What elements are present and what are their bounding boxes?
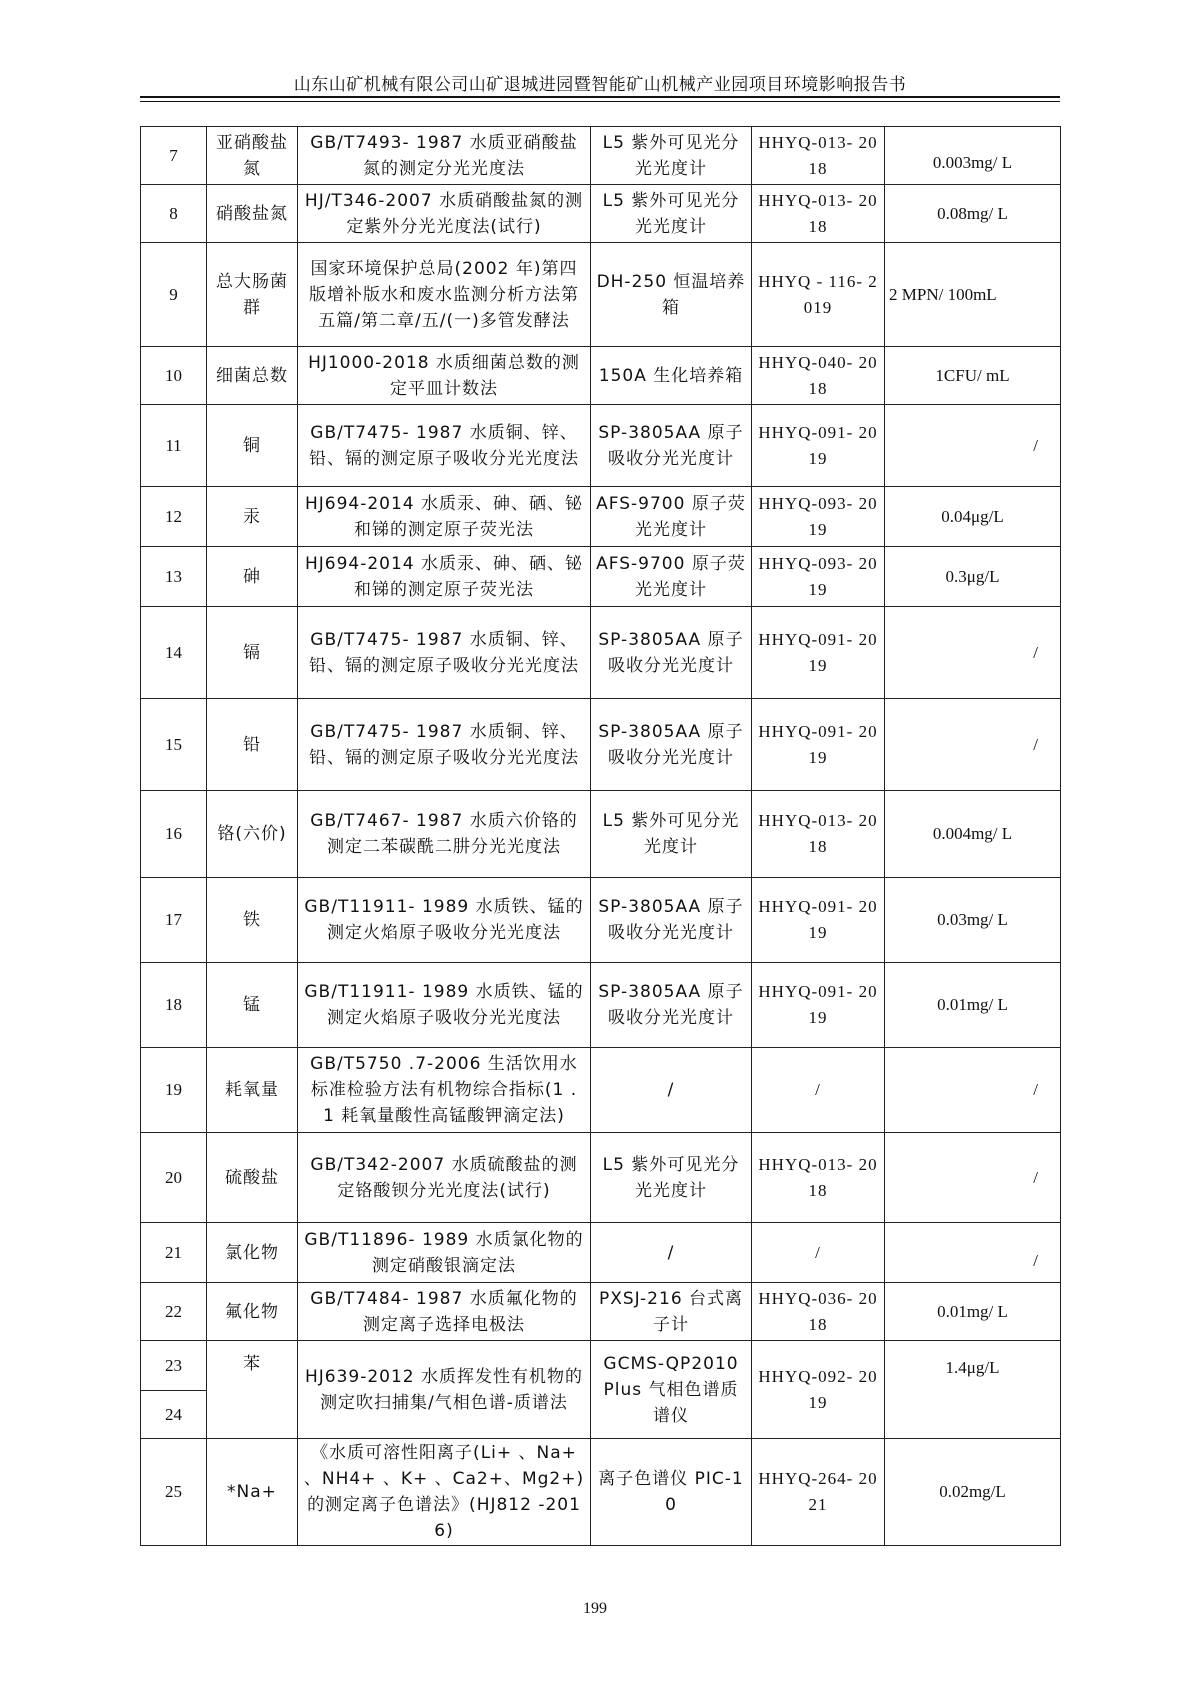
table-row (141, 347, 1061, 405)
item-name: 耗氧量 (207, 1048, 298, 1133)
page-number: 199 (583, 1600, 607, 1617)
item-name: 硝酸盐氮 (207, 185, 298, 243)
instrument-code: HHYQ - 116- 2019 (752, 243, 885, 347)
row-number: 7 (141, 127, 207, 185)
instrument-name: SP-3805AA 原子吸收分光光度计 (591, 878, 752, 963)
row-number: 15 (141, 699, 207, 791)
instrument-name: L5 紫外可见光分光光度计 (591, 1133, 752, 1223)
detection-limit: 0.03mg/ L (885, 878, 1061, 963)
item-name: *Na+ (207, 1439, 298, 1546)
row-number: 10 (141, 347, 207, 405)
instrument-name: AFS-9700 原子荧光光度计 (591, 547, 752, 607)
detection-limit: 1.4μg/L (885, 1341, 1061, 1439)
instrument-code: HHYQ-013- 2018 (752, 127, 885, 185)
row-number: 12 (141, 487, 207, 547)
method-text: GB/T11911- 1989 水质铁、锰的测定火焰原子吸收分光光度法 (298, 963, 591, 1048)
method-text: GB/T7484- 1987 水质氟化物的测定离子选择电极法 (298, 1283, 591, 1341)
row-number: 22 (141, 1283, 207, 1341)
instrument-code: HHYQ-091- 2019 (752, 405, 885, 487)
detection-limit: / (885, 1133, 1061, 1223)
row-number: 19 (141, 1048, 207, 1133)
item-name: 锰 (207, 963, 298, 1048)
row-number: 20 (141, 1133, 207, 1223)
method-text: HJ694-2014 水质汞、砷、硒、铋和锑的测定原子荧光法 (298, 487, 591, 547)
detection-limit: / (885, 607, 1061, 699)
method-text: GB/T7467- 1987 水质六价铬的测定二苯碳酰二肼分光光度法 (298, 791, 591, 878)
row-number: 14 (141, 607, 207, 699)
table-row (141, 699, 1061, 791)
instrument-code: / (752, 1223, 885, 1283)
detection-limit: 0.04μg/L (885, 487, 1061, 547)
detection-limit: 2 MPN/ 100mL (885, 243, 1061, 347)
detection-limit: 0.01mg/ L (885, 963, 1061, 1048)
row-number: 24 (141, 1391, 207, 1439)
instrument-name: SP-3805AA 原子吸收分光光度计 (591, 405, 752, 487)
instrument-code: HHYQ-013- 2018 (752, 1133, 885, 1223)
table-row (141, 1048, 1061, 1133)
detection-limit: 1CFU/ mL (885, 347, 1061, 405)
item-name: 铁 (207, 878, 298, 963)
table-row (141, 1133, 1061, 1223)
instrument-code: HHYQ-092- 2019 (752, 1341, 885, 1439)
detection-limit: 0.02mg/L (885, 1439, 1061, 1546)
detection-limit: / (885, 699, 1061, 791)
instrument-code: HHYQ-013- 2018 (752, 185, 885, 243)
detection-limit: / (885, 1048, 1061, 1133)
table-row (141, 1439, 1061, 1546)
table-row (141, 127, 1061, 185)
item-name: 亚硝酸盐氮 (207, 127, 298, 185)
table-row (141, 405, 1061, 487)
instrument-name: 150A 生化培养箱 (591, 347, 752, 405)
item-name: 砷 (207, 547, 298, 607)
method-text: GB/T11911- 1989 水质铁、锰的测定火焰原子吸收分光光度法 (298, 878, 591, 963)
instrument-code: HHYQ-091- 2019 (752, 963, 885, 1048)
instrument-name: PXSJ-216 台式离子计 (591, 1283, 752, 1341)
method-text: GB/T342-2007 水质硫酸盐的测定铬酸钡分光光度法(试行) (298, 1133, 591, 1223)
instrument-name: SP-3805AA 原子吸收分光光度计 (591, 607, 752, 699)
detection-limit: / (885, 405, 1061, 487)
method-text: 国家环境保护总局(2002 年)第四版增补版水和废水监测分析方法第五篇/第二章/五/(一)多管发酵法 (298, 243, 591, 347)
detection-limit: 0.3μg/L (885, 547, 1061, 607)
item-name: 总大肠菌群 (207, 243, 298, 347)
method-text: GB/T11896- 1989 水质氯化物的测定硝酸银滴定法 (298, 1223, 591, 1283)
instrument-name: / (591, 1048, 752, 1133)
row-number: 8 (141, 185, 207, 243)
table-row (141, 243, 1061, 347)
table-row (141, 1283, 1061, 1341)
detection-limit: 0.01mg/ L (885, 1283, 1061, 1341)
detection-limit: 0.004mg/ L (885, 791, 1061, 878)
instrument-name: 离子色谱仪 PIC-10 (591, 1439, 752, 1546)
instrument-name: L5 紫外可见光分光光度计 (591, 127, 752, 185)
instrument-code: / (752, 1048, 885, 1133)
method-text: 《水质可溶性阳离子(Li+ 、Na+ 、NH4+ 、K+ 、Ca2+、Mg2+)的测定离子色谱法》(HJ812 -2016) (298, 1439, 591, 1546)
row-number: 11 (141, 405, 207, 487)
table-row (141, 607, 1061, 699)
instrument-name: SP-3805AA 原子吸收分光光度计 (591, 699, 752, 791)
table-row (141, 1223, 1061, 1283)
method-text: HJ694-2014 水质汞、砷、硒、铋和锑的测定原子荧光法 (298, 547, 591, 607)
table-row (141, 791, 1061, 878)
monitoring-method-table (140, 126, 1061, 1546)
item-name: 铅 (207, 699, 298, 791)
instrument-code: HHYQ-036- 2018 (752, 1283, 885, 1341)
row-number: 13 (141, 547, 207, 607)
row-number: 17 (141, 878, 207, 963)
row-number: 25 (141, 1439, 207, 1546)
table-row (141, 185, 1061, 243)
item-name: 苯 (207, 1341, 298, 1439)
method-text: GB/T7475- 1987 水质铜、锌、铅、镉的测定原子吸收分光光度法 (298, 607, 591, 699)
instrument-name: GCMS-QP2010 Plus 气相色谱质谱仪 (591, 1341, 752, 1439)
method-text: GB/T7493- 1987 水质亚硝酸盐氮的测定分光光度法 (298, 127, 591, 185)
item-name: 硫酸盐 (207, 1133, 298, 1223)
row-number: 21 (141, 1223, 207, 1283)
item-name: 细菌总数 (207, 347, 298, 405)
method-text: HJ/T346-2007 水质硝酸盐氮的测定紫外分光光度法(试行) (298, 185, 591, 243)
instrument-name: AFS-9700 原子荧光光度计 (591, 487, 752, 547)
method-text: HJ639-2012 水质挥发性有机物的测定吹扫捕集/气相色谱-质谱法 (298, 1341, 591, 1439)
instrument-code: HHYQ-093- 2019 (752, 487, 885, 547)
instrument-name: / (591, 1223, 752, 1283)
instrument-name: DH-250 恒温培养箱 (591, 243, 752, 347)
instrument-name: SP-3805AA 原子吸收分光光度计 (591, 963, 752, 1048)
item-name: 氟化物 (207, 1283, 298, 1341)
row-number: 18 (141, 963, 207, 1048)
row-number: 23 (141, 1341, 207, 1391)
method-text: HJ1000-2018 水质细菌总数的测定平皿计数法 (298, 347, 591, 405)
method-text: GB/T7475- 1987 水质铜、锌、铅、镉的测定原子吸收分光光度法 (298, 699, 591, 791)
instrument-name: L5 紫外可见光分光光度计 (591, 185, 752, 243)
detection-limit: 0.003mg/ L (885, 127, 1061, 185)
item-name: 铬(六价) (207, 791, 298, 878)
detection-limit: / (885, 1223, 1061, 1283)
table-row (141, 963, 1061, 1048)
instrument-code: HHYQ-040- 2018 (752, 347, 885, 405)
instrument-code: HHYQ-091- 2019 (752, 699, 885, 791)
instrument-code: HHYQ-093- 2019 (752, 547, 885, 607)
table-row (141, 487, 1061, 547)
report-header-title: 山东山矿机械有限公司山矿退城进园暨智能矿山机械产业园项目环境影响报告书 (293, 75, 907, 95)
item-name: 汞 (207, 487, 298, 547)
instrument-code: HHYQ-264- 2021 (752, 1439, 885, 1546)
row-number: 16 (141, 791, 207, 878)
header-rule-thick (140, 96, 1060, 98)
instrument-name: L5 紫外可见分光光度计 (591, 791, 752, 878)
method-text: GB/T5750 .7-2006 生活饮用水标准检验方法有机物综合指标(1 . 1 耗氧量酸性高锰酸钾滴定法) (298, 1048, 591, 1133)
table-row (141, 547, 1061, 607)
instrument-code: HHYQ-013- 2018 (752, 791, 885, 878)
header-rule-thin (140, 101, 1060, 102)
table-row (141, 1341, 1061, 1391)
row-number: 9 (141, 243, 207, 347)
table-row (141, 878, 1061, 963)
item-name: 镉 (207, 607, 298, 699)
item-name: 氯化物 (207, 1223, 298, 1283)
detection-limit: 0.08mg/ L (885, 185, 1061, 243)
instrument-code: HHYQ-091- 2019 (752, 607, 885, 699)
instrument-code: HHYQ-091- 2019 (752, 878, 885, 963)
item-name: 铜 (207, 405, 298, 487)
method-text: GB/T7475- 1987 水质铜、锌、铅、镉的测定原子吸收分光光度法 (298, 405, 591, 487)
